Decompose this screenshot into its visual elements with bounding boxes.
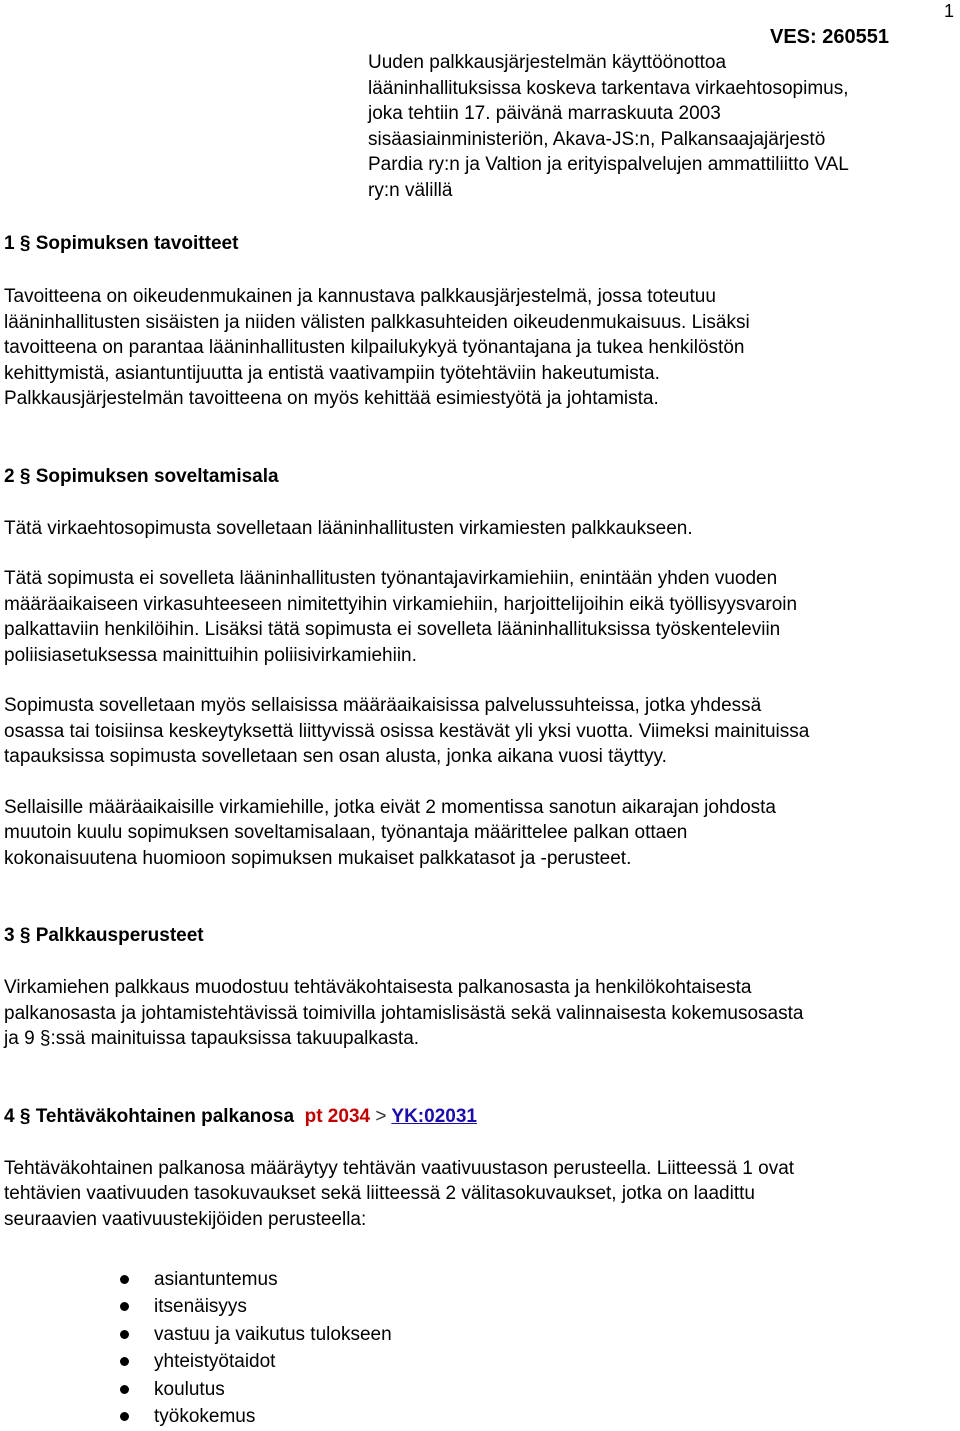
text-line: Tätä virkaehtosopimusta sovelletaan lääninhallitusten virkamiesten palkkaukseen. <box>4 517 693 539</box>
document-body <box>4 232 956 1232</box>
bullet-icon <box>120 1385 129 1394</box>
criteria-label: itsenäisyys <box>154 1296 247 1318</box>
criteria-label: yhteistyötaidot <box>154 1351 276 1373</box>
text-line: palkanosasta ja johtamistehtävissä toimivilla johtamislisästä sekä valinnaisesta kokemusosasta <box>4 1002 804 1024</box>
text-line: poliisiasetuksessa mainittuihin poliisivirkamiehiin. <box>4 644 417 666</box>
text-line: Sellaisille määräaikaisille virkamiehille, jotka eivät 2 momentissa sanotun aikarajan johdosta <box>4 796 776 818</box>
list-item <box>120 1348 392 1375</box>
section-1-paragraph <box>4 284 956 412</box>
criteria-list <box>120 1266 392 1430</box>
list-item <box>120 1321 392 1348</box>
intro-line: lääninhallituksissa koskeva tarkentava virkaehtosopimus, <box>368 77 849 99</box>
list-item <box>120 1266 392 1293</box>
text-line: palkattaviin henkilöihin. Lisäksi tätä sopimusta ei sovelleta lääninhallituksissa työskenteleviin <box>4 619 781 640</box>
bullet-icon <box>120 1357 129 1366</box>
bullet-icon <box>120 1302 129 1311</box>
section-2-paragraph-4 <box>4 795 956 872</box>
list-item <box>120 1293 392 1320</box>
bullet-icon <box>120 1330 129 1339</box>
section-3-heading: 3 § Palkkausperusteet <box>4 925 204 946</box>
section-4-heading <box>4 1105 956 1129</box>
bullet-icon <box>120 1412 129 1421</box>
pt-code-label: pt 2034 <box>304 1105 371 1127</box>
text-line: seuraavien vaativuustekijöiden perusteella: <box>4 1208 367 1230</box>
text-line: määräaikaiseen virkasuhteeseen nimitettyihin virkamiehiin, harjoittelijoihin eikä työllisyysvaroin <box>4 593 798 615</box>
text-line: osassa tai toisiinsa keskeytyksettä liittyvissä osissa kestävät yli yksi vuotta. Viimeksi mainituissa <box>4 720 810 742</box>
intro-line: Pardia ry:n ja Valtion ja erityispalvelujen ammattiliitto VAL <box>368 154 849 175</box>
section-4-paragraph <box>4 1156 956 1233</box>
criteria-label: koulutus <box>154 1378 225 1400</box>
intro-line: Uuden palkkausjärjestelmän käyttöönottoa <box>368 52 727 73</box>
text-line: muutoin kuulu sopimuksen soveltamisalaan, työnantaja määrittelee palkan ottaen <box>4 822 688 843</box>
text-line: tapauksissa sopimusta sovelletaan sen osan alusta, jonka aikana vuosi täyttyy. <box>4 746 667 767</box>
section-2-paragraph-1 <box>4 516 956 542</box>
intro-line: joka tehtiin 17. päivänä marraskuuta 2003 <box>368 103 721 124</box>
criteria-label: vastuu ja vaikutus tulokseen <box>154 1323 392 1345</box>
section-1-heading: 1 § Sopimuksen tavoitteet <box>4 233 239 254</box>
section-2-paragraph-2 <box>4 566 956 668</box>
section-2-paragraph-3 <box>4 693 956 770</box>
list-item <box>120 1403 392 1430</box>
yk-link[interactable]: YK:02031 <box>391 1105 477 1127</box>
text-line: kehittymistä, asiantuntijuutta ja entistä vaativampiin työtehtäviin hakeutumista. <box>4 362 660 384</box>
text-line: Palkkausjärjestelmän tavoitteena on myös kehittää esimiestyötä ja johtamista. <box>4 388 659 409</box>
agreement-intro <box>368 50 953 203</box>
page-number: 1 <box>943 1 954 21</box>
list-item <box>120 1376 392 1403</box>
criteria-label: työkokemus <box>154 1406 256 1428</box>
text-line: Tavoitteena on oikeudenmukainen ja kannustava palkkausjärjestelmä, jossa toteutuu <box>4 286 716 307</box>
text-line: ja 9 §:ssä mainituissa tapauksissa takuupalkasta. <box>4 1028 420 1049</box>
section-3-paragraph <box>4 975 956 1052</box>
document-id: VES: 260551 <box>770 26 889 48</box>
text-line: tehtävien vaativuuden tasokuvaukset sekä liitteessä 2 välitasokuvaukset, jotka on laadittu <box>4 1183 755 1204</box>
separator-arrow: > <box>375 1105 387 1127</box>
text-line: kokonaisuutena huomioon sopimuksen mukaiset palkkatasot ja -perusteet. <box>4 847 632 869</box>
text-line: lääninhallitusten sisäisten ja niiden välisten palkkasuhteiden oikeudenmukaisuus. Lisäksi <box>4 311 750 333</box>
text-line: Tätä sopimusta ei sovelleta lääninhallitusten työnantajavirkamiehiin, enintään yhden vuoden <box>4 568 778 589</box>
text-line: tavoitteena on parantaa lääninhallitusten kilpailukykyä työnantajana ja tukea henkilöstön <box>4 337 745 358</box>
text-line: Sopimusta sovelletaan myös sellaisissa määräaikaisissa palvelussuhteissa, jotka yhdessä <box>4 695 762 716</box>
section-4-title: 4 § Tehtäväkohtainen palkanosa <box>4 1105 295 1127</box>
criteria-label: asiantuntemus <box>154 1269 278 1290</box>
section-2-heading: 2 § Sopimuksen soveltamisala <box>4 465 279 487</box>
intro-line: ry:n välillä <box>368 179 453 201</box>
text-line: Tehtäväkohtainen palkanosa määräytyy tehtävän vaativuustason perusteella. Liitteessä 1 ovat <box>4 1157 795 1179</box>
intro-line: sisäasiainministeriön, Akava-JS:n, Palkansaajajärjestö <box>368 128 826 150</box>
text-line: Virkamiehen palkkaus muodostuu tehtäväkohtaisesta palkanosasta ja henkilökohtaisesta <box>4 977 752 998</box>
bullet-icon <box>120 1275 129 1284</box>
